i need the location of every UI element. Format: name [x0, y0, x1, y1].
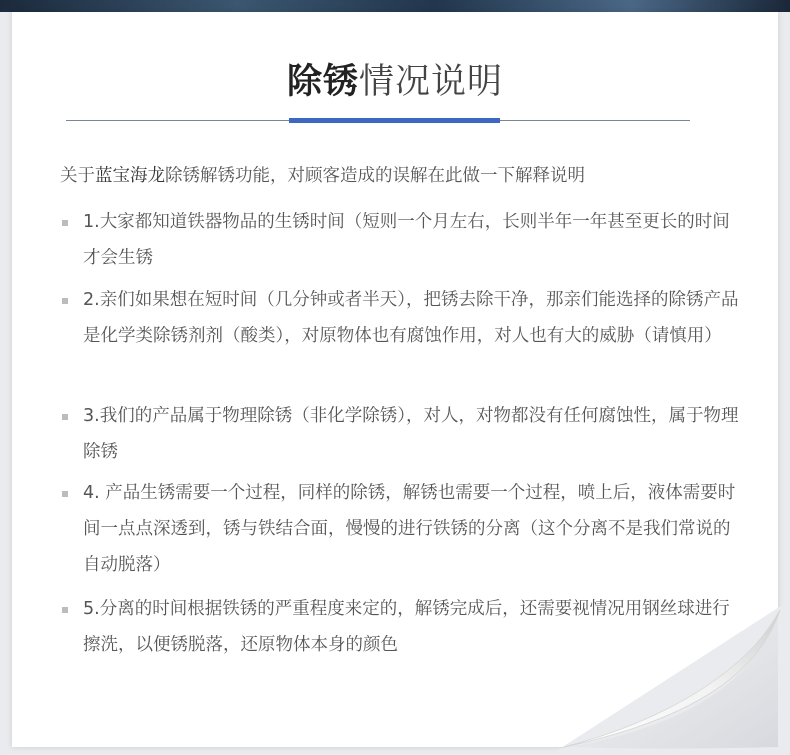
bullet-square-icon	[62, 607, 68, 613]
page-title	[0, 54, 790, 104]
title-light: 情况说明	[359, 62, 504, 102]
bullet-square-icon	[62, 414, 68, 420]
list-item-text: 4. 产品生锈需要一个过程，同样的除锈，解锈也需要一个过程，喷上后，液体需要时间一点点深透到，锈与铁结合面，慢慢的进行铁锈的分离（这个分离不是我们常说的自动脱落）	[83, 483, 736, 575]
intro-text	[60, 162, 585, 187]
list-item-text: 5.分离的时间根据铁锈的严重程度来定的，解锈完成后，还需要视情况用钢丝球进行擦洗，以便锈脱落，还原物体本身的颜色	[83, 599, 730, 655]
intro-prefix: 关于	[60, 166, 95, 186]
list-item-text: 1.大家都知道铁器物品的生锈时间（短则一个月左右，长则半年一年甚至更长的时间才会生锈	[83, 212, 730, 268]
bullet-square-icon	[62, 491, 68, 497]
intro-rest: 除锈解锈功能，对顾客造成的误解在此做一下解释说明	[165, 166, 585, 186]
title-bold: 除锈	[286, 62, 359, 102]
list-item-text: 3.我们的产品属于物理除锈（非化学除锈），对人，对物都没有任何腐蚀性，属于物理除锈	[83, 406, 739, 462]
bullet-square-icon	[62, 298, 68, 304]
intro-brand: 蓝宝海龙	[95, 166, 165, 186]
bullet-square-icon	[62, 220, 68, 226]
title-divider-accent	[289, 118, 500, 123]
list-item-text: 2.亲们如果想在短时间（几分钟或者半天），把锈去除干净，那亲们能选择的除锈产品是化学类除锈剂剂（酸类），对原物体也有腐蚀作用，对人也有大的威胁（请慎用）	[83, 290, 739, 346]
page-curl-decoration	[530, 600, 790, 755]
top-banner-strip	[0, 0, 790, 12]
